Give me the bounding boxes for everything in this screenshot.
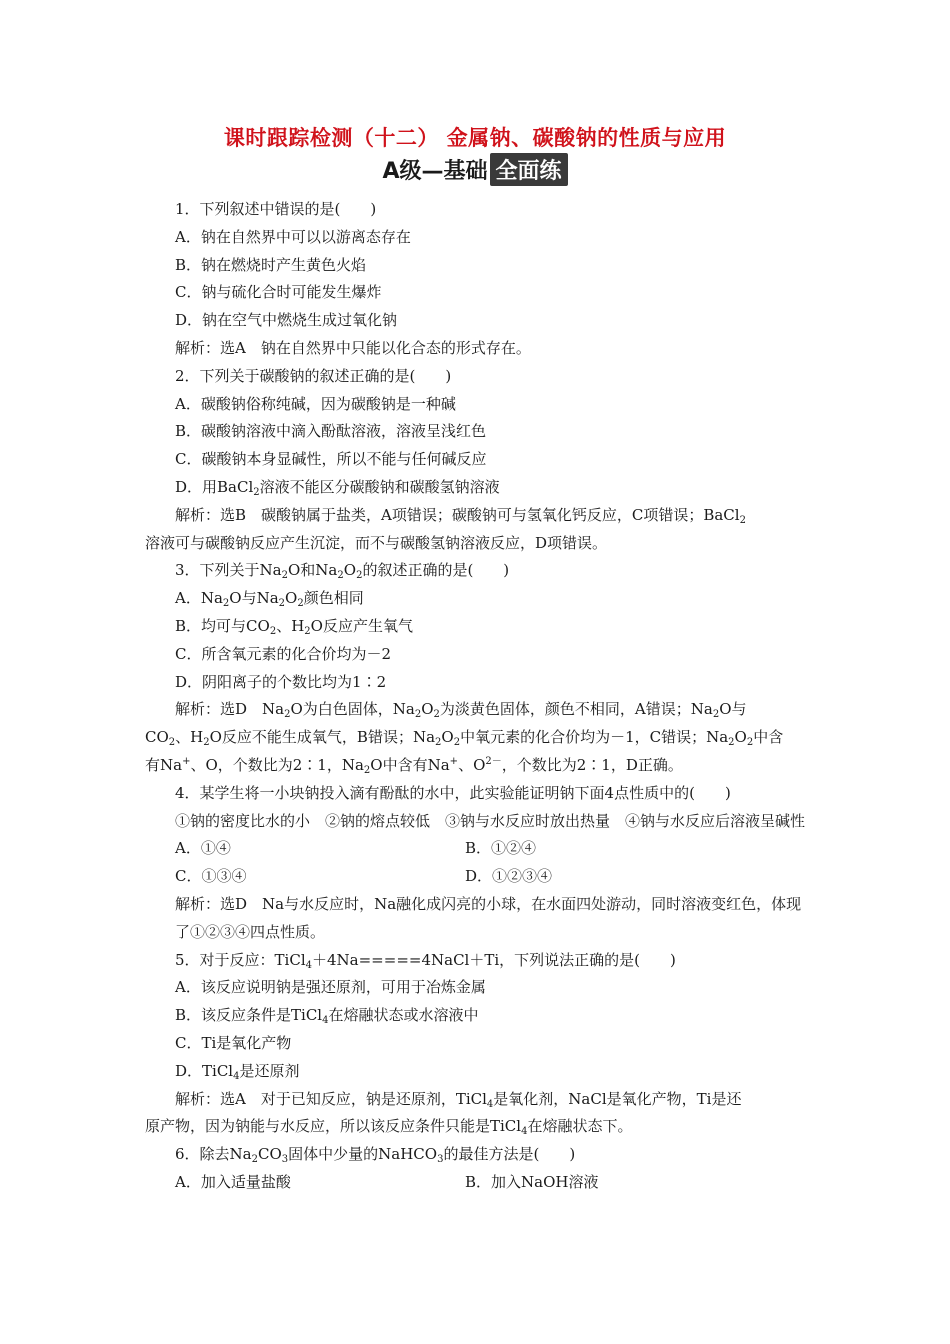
question-4-analysis: 解析：选D Na与水反应时，Na融化成闪亮的小球，在水面四处游动，同时溶液变红色，体现了①②③④四点性质。: [175, 894, 802, 941]
question-2-analysis-line-2: 溶液可与碳酸钠反应产生沉淀，而不与碳酸氢钠溶液反应，D项错误。: [145, 533, 608, 552]
question-2-stem: 2．下列关于碳酸钠的叙述正确的是( ): [175, 366, 452, 385]
question-5-option-c: C．Ti是氧化产物: [175, 1033, 292, 1052]
page-title: 课时跟踪检测（十二） 金属钠、碳酸钠的性质与应用: [223, 126, 727, 150]
question-6-options-row-1: [145, 1169, 810, 1197]
question-5-analysis-line-2: 原产物，因为钠能与水反应，所以该反应条件只能是TiCl$_4$在熔融状态下。: [145, 1117, 633, 1138]
question-5-stem: 5．对于反应：TiCl$_4$＋4Na=====4NaCl＋Ti，下列说法正确的是( ): [175, 950, 676, 971]
question-1-analysis: 解析：选A 钠在自然界中只能以化合态的形式存在。: [175, 338, 531, 357]
question-2-option-c: C．碳酸钠本身显碱性，所以不能与任何碱反应: [175, 450, 487, 469]
question-4-option-d: D．①②③④: [465, 867, 553, 886]
question-1-option-d: D．钠在空气中燃烧生成过氧化钠: [175, 311, 398, 330]
question-3-analysis-line-2: $CO_2$、$H_2O$反应不能生成氧气，B错误；$Na_2O_2$中氧元素的化合价均为－1，C错误；$Na_2O_2$中含: [145, 728, 784, 749]
question-3-analysis-line-3: 有Na+、O，个数比为2∶1，$Na_2O$中含有Na+、$O^{2-}$，个数比为2∶1，D正确。: [145, 755, 683, 776]
question-6-option-a: A．加入适量盐酸: [175, 1172, 291, 1191]
question-2-option-b: B．碳酸钠溶液中滴入酚酞溶液，溶液呈浅红色: [175, 422, 487, 441]
question-3-option-a: A．$Na_2O$与$Na_2O_2$颜色相同: [175, 589, 364, 610]
question-5-option-b: B．该反应条件是TiCl$_4$在熔融状态或水溶液中: [175, 1006, 479, 1027]
question-4-option-c: C．①③④: [175, 867, 247, 886]
question-4-options-row-2: [145, 863, 810, 891]
question-6-stem: 6．除去$Na_2CO_3$固体中少量的NaHCO$_3$的最佳方法是( ): [175, 1145, 576, 1166]
question-2-analysis-line-1: 解析：选B 碳酸钠属于盐类，A项错误；碳酸钠可与氢氧化钙反应，C项错误；BaCl$_2$: [175, 505, 746, 526]
question-5-option-d: D．TiCl$_4$是还原剂: [175, 1061, 300, 1082]
question-1-option-a: A．钠在自然界中可以以游离态存在: [175, 227, 411, 246]
question-4-properties: ①钠的密度比水的小 ②钠的熔点较低 ③钠与水反应时放出热量 ④钠与水反应后溶液呈碱性: [175, 811, 806, 830]
section-level-label: A级—基础: [382, 159, 488, 184]
question-4-option-a: A．①④: [175, 839, 231, 858]
question-5-option-a: A．该反应说明钠是强还原剂，可用于冶炼金属: [175, 978, 486, 997]
question-list: [145, 196, 810, 1197]
question-4-stem: 4．某学生将一小块钠投入滴有酚酞的水中，此实验能证明钠下面4点性质中的( ): [175, 783, 731, 802]
question-5-analysis-line-1: 解析：选A 对于已知反应，钠是还原剂，TiCl$_4$是氧化剂，NaCl是氧化产物，Ti是还: [175, 1089, 742, 1110]
question-3-option-c: C．所含氧元素的化合价均为－2: [175, 644, 392, 663]
question-6-option-b: B．加入NaOH溶液: [465, 1172, 599, 1191]
question-1-option-b: B．钠在燃烧时产生黄色火焰: [175, 255, 367, 274]
question-2-option-d: D．用BaCl$_2$溶液不能区分碳酸钠和碳酸氢钠溶液: [175, 477, 500, 498]
question-3-option-b: B．均可与$CO_2$、$H_2O$反应产生氧气: [175, 616, 413, 637]
question-1-stem: 1．下列叙述中错误的是( ): [175, 200, 377, 218]
section-heading: [0, 153, 950, 186]
question-3-option-d: D．阴阳离子的个数比均为1∶2: [175, 672, 387, 691]
question-4-options-row-1: [145, 835, 810, 863]
question-2-option-a: A．碳酸钠俗称纯碱，因为碳酸钠是一种碱: [175, 394, 456, 413]
question-1-option-c: C．钠与硫化合时可能发生爆炸: [175, 283, 382, 302]
question-3-stem: 3．下列关于$Na_2O$和$Na_2O_2$的叙述正确的是( ): [175, 561, 510, 582]
question-4-option-b: B．①②④: [465, 839, 537, 858]
question-3-analysis-line-1: 解析：选D $Na_2O$为白色固体，$Na_2O_2$为淡黄色固体，颜色不相同，A错误；$Na_2O$与: [175, 700, 747, 721]
section-level-badge: 全面练: [490, 153, 568, 186]
